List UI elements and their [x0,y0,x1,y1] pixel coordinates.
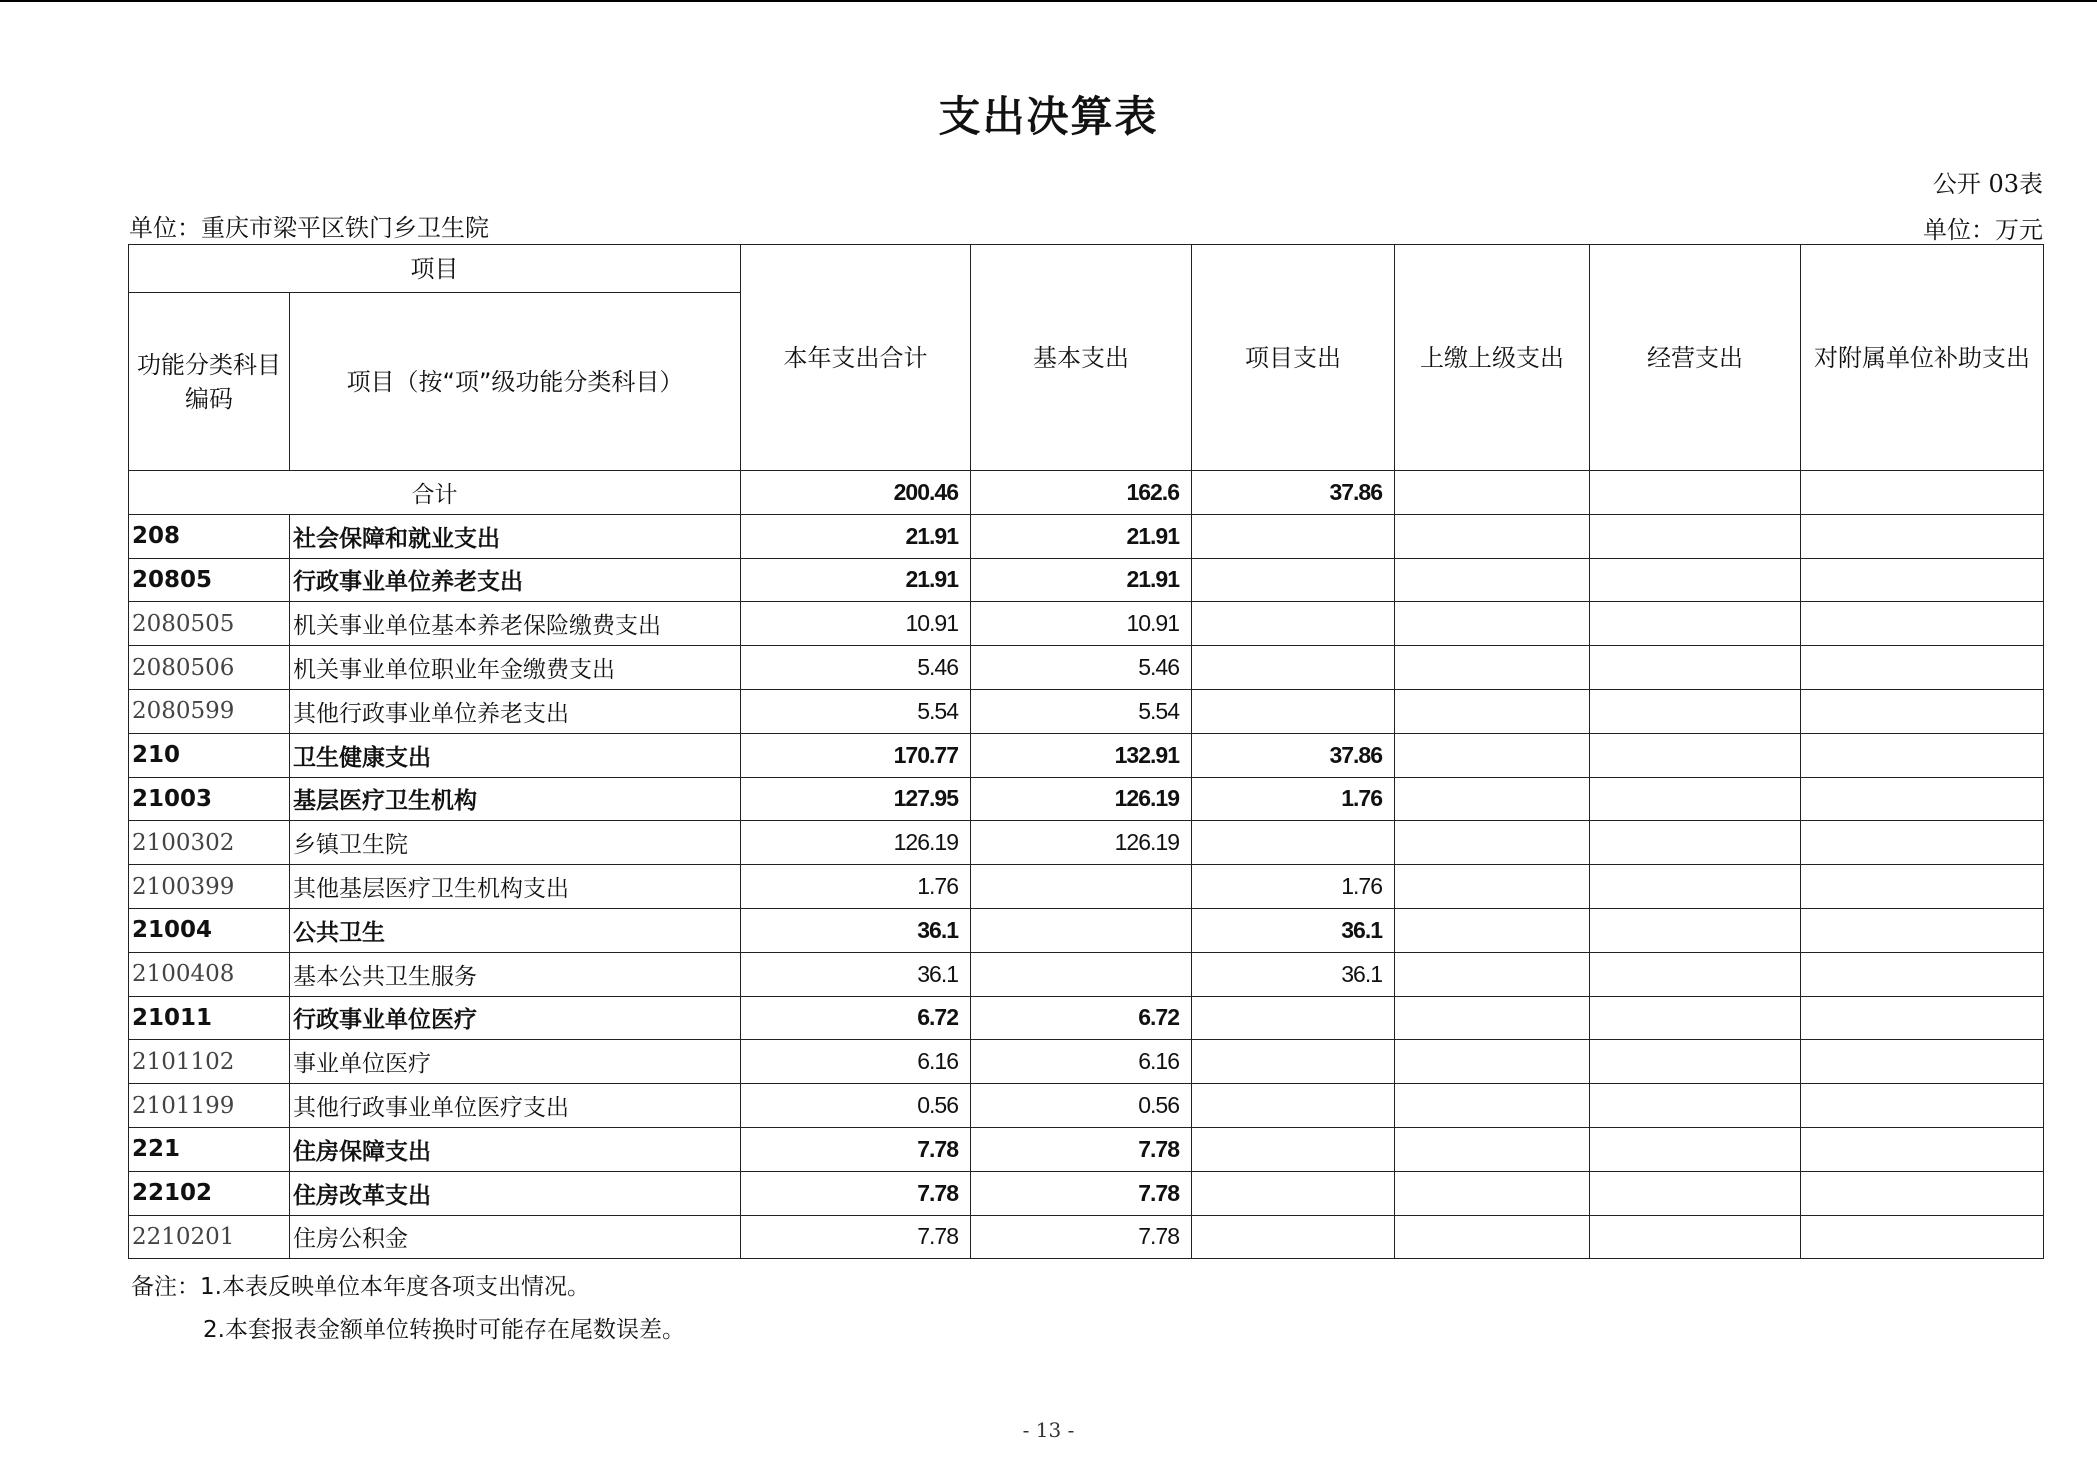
row-name: 行政事业单位医疗 [290,996,741,1040]
row-basic: 126.19 [971,777,1192,821]
row-project-expense [1192,646,1395,690]
header-subsidy: 对附属单位补助支出 [1801,245,2044,471]
row-project-expense [1192,1171,1395,1215]
table-row [129,1171,2044,1215]
table-row [129,733,2044,777]
row-code: 21011 [129,996,290,1040]
row-project-expense: 37.86 [1192,733,1395,777]
row-code: 21004 [129,908,290,952]
row-subsidy [1801,952,2044,996]
row-code: 2101199 [129,1084,290,1128]
row-subsidy [1801,514,2044,558]
row-code: 2080506 [129,646,290,690]
row-name: 公共卫生 [290,908,741,952]
total-label: 合计 [129,471,741,515]
row-code: 2100302 [129,821,290,865]
row-business [1590,558,1801,602]
total-project: 37.86 [1192,471,1395,515]
row-business [1590,908,1801,952]
row-business [1590,514,1801,558]
row-upper [1395,908,1590,952]
row-name: 事业单位医疗 [290,1040,741,1084]
table-row [129,1084,2044,1128]
table-row [129,646,2044,690]
row-business [1590,1040,1801,1084]
header-project-expense: 项目支出 [1192,245,1395,471]
row-project-expense [1192,558,1395,602]
row-subsidy [1801,1215,2044,1259]
row-total: 21.91 [741,514,971,558]
row-upper [1395,1171,1590,1215]
row-name: 卫生健康支出 [290,733,741,777]
total-upper [1395,471,1590,515]
total-business [1590,471,1801,515]
row-basic: 5.46 [971,646,1192,690]
row-name: 基本公共卫生服务 [290,952,741,996]
row-code: 22102 [129,1171,290,1215]
row-project-expense [1192,602,1395,646]
row-business [1590,602,1801,646]
row-basic [971,865,1192,909]
page-title: 支出决算表 [938,92,1159,141]
row-upper [1395,646,1590,690]
row-upper [1395,733,1590,777]
row-basic: 21.91 [971,514,1192,558]
row-name: 社会保障和就业支出 [290,514,741,558]
note-2: 2.本套报表金额单位转换时可能存在尾数误差。 [203,1317,685,1343]
note-1: 备注：1.本表反映单位本年度各项支出情况。 [131,1274,590,1300]
total-amount: 200.46 [741,471,971,515]
row-subsidy [1801,689,2044,733]
total-row [129,471,2044,515]
row-basic: 6.72 [971,996,1192,1040]
row-total: 21.91 [741,558,971,602]
row-business [1590,1127,1801,1171]
row-code: 2080505 [129,602,290,646]
table-row [129,821,2044,865]
row-total: 0.56 [741,1084,971,1128]
row-subsidy [1801,1084,2044,1128]
header-upper: 上缴上级支出 [1395,245,1590,471]
row-total: 36.1 [741,908,971,952]
row-code: 221 [129,1127,290,1171]
row-subsidy [1801,558,2044,602]
row-code: 2080599 [129,689,290,733]
table-row [129,777,2044,821]
row-basic: 7.78 [971,1215,1192,1259]
page-number: - 13 - [1022,1418,1075,1442]
row-upper [1395,558,1590,602]
form-number: 公开 03表 [1932,170,2043,198]
row-business [1590,821,1801,865]
row-project-expense: 1.76 [1192,777,1395,821]
row-total: 5.54 [741,689,971,733]
row-project-expense: 1.76 [1192,865,1395,909]
row-name: 机关事业单位职业年金缴费支出 [290,646,741,690]
row-total: 7.78 [741,1215,971,1259]
row-business [1590,646,1801,690]
row-project-expense: 36.1 [1192,952,1395,996]
row-upper [1395,952,1590,996]
row-total: 126.19 [741,821,971,865]
table-row [129,996,2044,1040]
row-subsidy [1801,733,2044,777]
row-upper [1395,1127,1590,1171]
row-upper [1395,689,1590,733]
row-total: 36.1 [741,952,971,996]
row-code: 2210201 [129,1215,290,1259]
table-row [129,908,2044,952]
header-basic: 基本支出 [971,245,1192,471]
row-subsidy [1801,996,2044,1040]
row-business [1590,1215,1801,1259]
row-business [1590,996,1801,1040]
table-row [129,952,2044,996]
row-upper [1395,1215,1590,1259]
unit-currency: 单位：万元 [1923,216,2043,244]
unit-organization: 单位：重庆市梁平区铁门乡卫生院 [129,214,489,242]
total-basic: 162.6 [971,471,1192,515]
row-name: 住房保障支出 [290,1127,741,1171]
header-name: 项目（按“项”级功能分类科目） [290,293,741,471]
row-business [1590,952,1801,996]
row-subsidy [1801,865,2044,909]
row-code: 21003 [129,777,290,821]
row-total: 6.72 [741,996,971,1040]
row-total: 127.95 [741,777,971,821]
row-subsidy [1801,777,2044,821]
row-code: 2100399 [129,865,290,909]
row-name: 其他基层医疗卫生机构支出 [290,865,741,909]
row-subsidy [1801,1171,2044,1215]
row-name: 基层医疗卫生机构 [290,777,741,821]
row-name: 行政事业单位养老支出 [290,558,741,602]
row-name: 其他行政事业单位养老支出 [290,689,741,733]
row-basic: 126.19 [971,821,1192,865]
table-row [129,514,2044,558]
row-project-expense [1192,1127,1395,1171]
expenditure-table [128,244,2044,1259]
row-business [1590,1084,1801,1128]
row-project-expense: 36.1 [1192,908,1395,952]
total-subsidy [1801,471,2044,515]
row-upper [1395,865,1590,909]
row-subsidy [1801,1040,2044,1084]
row-code: 20805 [129,558,290,602]
header-project: 项目 [129,245,741,293]
row-code: 208 [129,514,290,558]
row-total: 6.16 [741,1040,971,1084]
table-row [129,1127,2044,1171]
row-business [1590,689,1801,733]
table-row [129,865,2044,909]
row-upper [1395,996,1590,1040]
row-code: 210 [129,733,290,777]
row-code: 2101102 [129,1040,290,1084]
row-upper [1395,514,1590,558]
row-name: 住房公积金 [290,1215,741,1259]
row-project-expense [1192,1084,1395,1128]
row-name: 其他行政事业单位医疗支出 [290,1084,741,1128]
row-subsidy [1801,646,2044,690]
row-code: 2100408 [129,952,290,996]
row-total: 7.78 [741,1171,971,1215]
row-basic [971,908,1192,952]
row-project-expense [1192,996,1395,1040]
row-basic: 5.54 [971,689,1192,733]
row-upper [1395,777,1590,821]
row-subsidy [1801,821,2044,865]
row-project-expense [1192,1215,1395,1259]
row-total: 170.77 [741,733,971,777]
row-name: 机关事业单位基本养老保险缴费支出 [290,602,741,646]
row-upper [1395,1084,1590,1128]
row-total: 5.46 [741,646,971,690]
table-row [129,602,2044,646]
row-business [1590,733,1801,777]
row-basic: 7.78 [971,1171,1192,1215]
header-total: 本年支出合计 [741,245,971,471]
row-project-expense [1192,514,1395,558]
row-basic: 0.56 [971,1084,1192,1128]
row-total: 10.91 [741,602,971,646]
row-basic: 132.91 [971,733,1192,777]
header-business: 经营支出 [1590,245,1801,471]
row-project-expense [1192,1040,1395,1084]
row-basic [971,952,1192,996]
row-basic: 10.91 [971,602,1192,646]
row-total: 1.76 [741,865,971,909]
row-subsidy [1801,602,2044,646]
table-row [129,689,2044,733]
header-code: 功能分类科目编码 [129,293,290,471]
row-business [1590,1171,1801,1215]
row-basic: 7.78 [971,1127,1192,1171]
row-subsidy [1801,1127,2044,1171]
table-row [129,1040,2044,1084]
row-name: 住房改革支出 [290,1171,741,1215]
table-row [129,558,2044,602]
row-business [1590,865,1801,909]
row-upper [1395,821,1590,865]
row-project-expense [1192,821,1395,865]
row-basic: 21.91 [971,558,1192,602]
row-business [1590,777,1801,821]
row-basic: 6.16 [971,1040,1192,1084]
row-subsidy [1801,908,2044,952]
row-project-expense [1192,689,1395,733]
row-upper [1395,602,1590,646]
table-row [129,1215,2044,1259]
row-upper [1395,1040,1590,1084]
top-border-line [0,0,2097,2]
row-name: 乡镇卫生院 [290,821,741,865]
row-total: 7.78 [741,1127,971,1171]
